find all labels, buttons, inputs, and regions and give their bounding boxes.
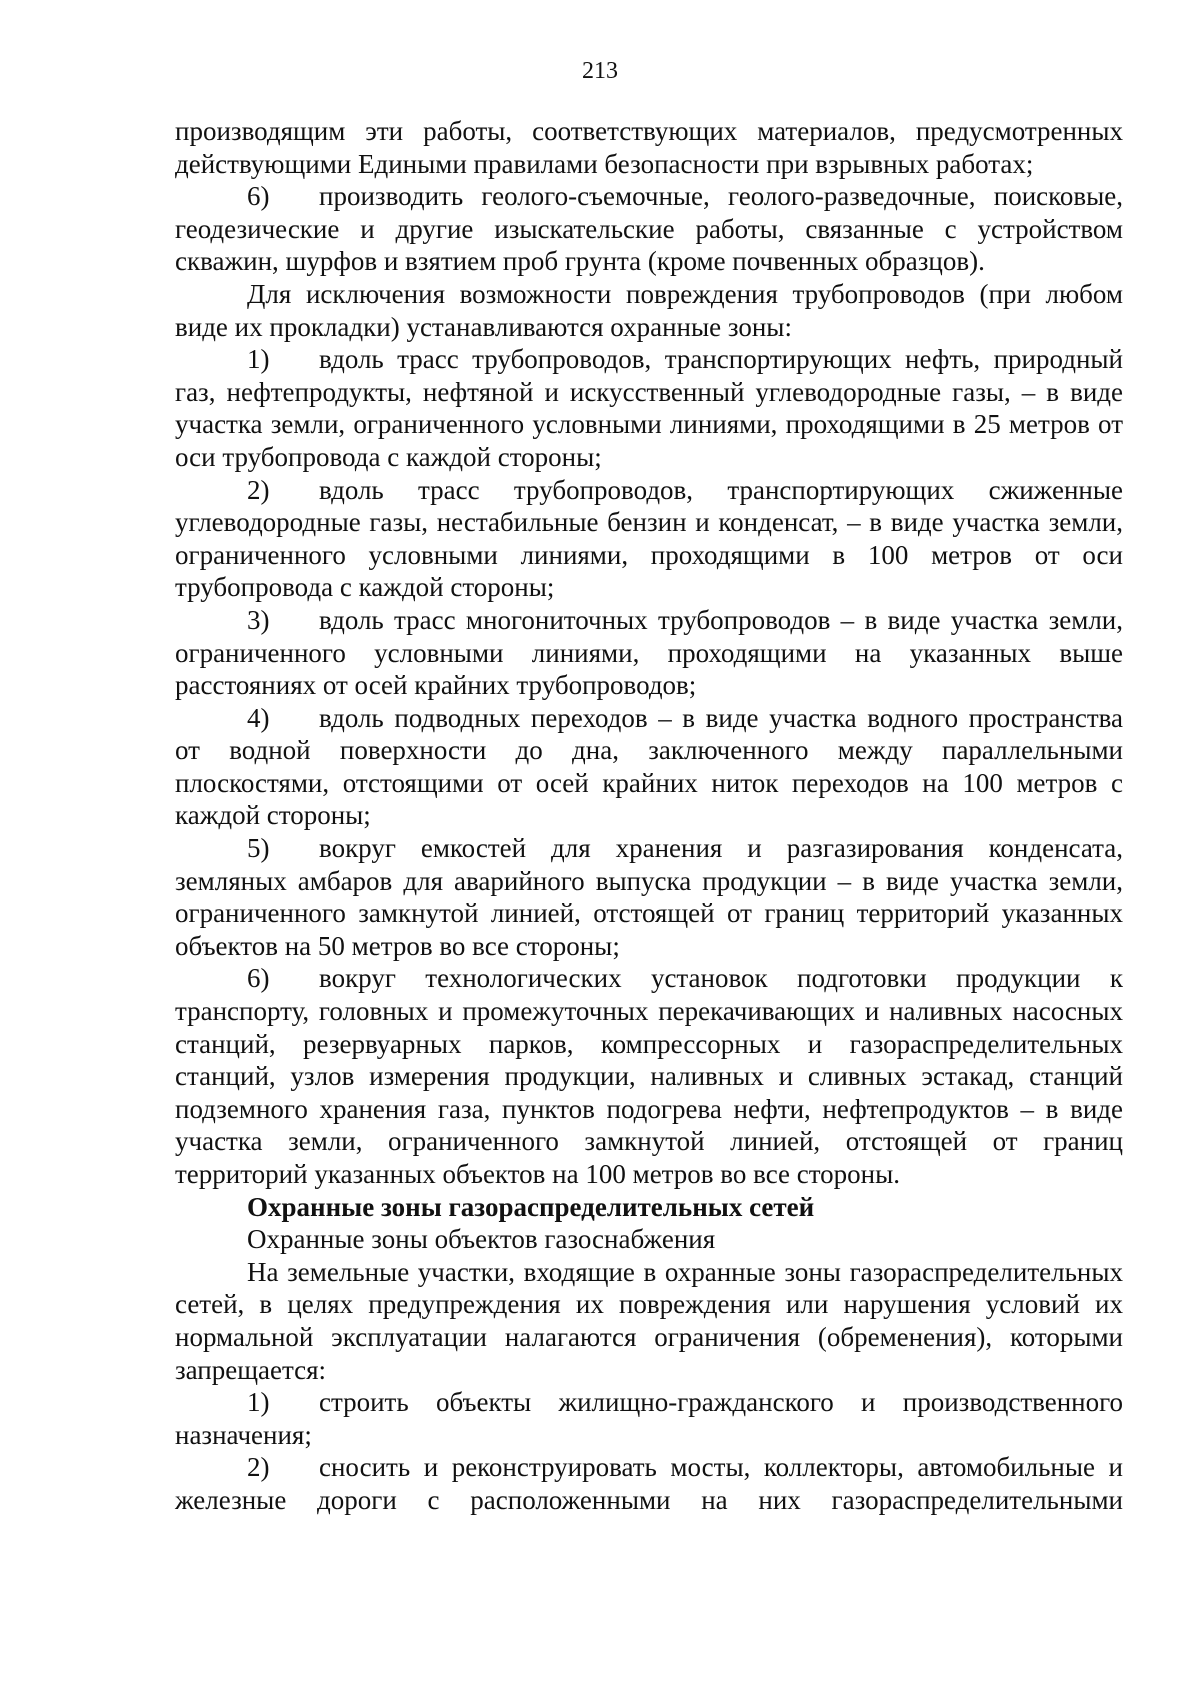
- list-item-number: 1): [247, 1387, 270, 1418]
- list-item-number: 6): [247, 963, 270, 994]
- list-item: [175, 962, 1123, 1190]
- list-item-text: вдоль трасс трубопроводов, транспортирующих нефть, природный газ, нефтепродукты, нефтяной и искусственный углеводородные газы, – в виде участка земли, ограниченного условными линиями, проходящими в 25 метров от оси трубопровода с каждой стороны;: [175, 344, 1123, 472]
- list-item: [175, 474, 1123, 604]
- subheading: Охранные зоны объектов газоснабжения: [247, 1224, 716, 1255]
- list-item-text: вокруг емкостей для хранения и разгазирования конденсата, земляных амбаров для аварийного выпуска продукции – в виде участка земли, ограниченного замкнутой линией, отстоящей от границ территорий указанных объектов на 50 метров во все стороны;: [175, 833, 1123, 961]
- list-item-text: вдоль трасс многониточных трубопроводов – в виде участка земли, ограниченного условными линиями, проходящими на указанных выше расстояниях от осей крайних трубопроводов;: [175, 604, 1123, 701]
- list-item-number: 4): [247, 702, 270, 733]
- paragraph-continuation: производящим эти работы, соответствующих материалов, предусмотренных действующими Едиными правилами безопасности при взрывных работах;: [175, 116, 1123, 179]
- list-item: [175, 604, 1123, 702]
- paragraph: Для исключения возможности повреждения трубопроводов (при любом виде их прокладки) устанавливаются охранные зоны:: [175, 278, 1123, 342]
- list-item-text: вдоль трасс трубопроводов, транспортирующих сжиженные углеводородные газы, нестабильные бензин и конденсат, – в виде участка земли, ограниченного условными линиями, проходящими в 100 метров от оси трубопровода с каждой стороны;: [175, 474, 1123, 603]
- list-item-number: 2): [247, 474, 270, 505]
- list-item-number: 5): [247, 833, 270, 864]
- list-item: [175, 180, 1123, 278]
- list-item: [175, 1386, 1123, 1451]
- list-item: [175, 1451, 1123, 1516]
- list-item-text: производить геолого-съемочные, геолого-разведочные, поисковые, геодезические и другие изыскательские работы, связанные с устройством скважин, шурфов и взятием проб грунта (кроме почвенных образцов).: [175, 181, 1123, 277]
- document-body: [175, 115, 1123, 1517]
- paragraph: На земельные участки, входящие в охранные зоны газораспределительных сетей, в целях предупреждения их повреждения или нарушения условий их нормальной эксплуатации налагаются ограничения (обременения), которыми запрещается:: [175, 1256, 1123, 1385]
- list-item: [175, 702, 1123, 832]
- section-heading: Охранные зоны газораспределительных сетей: [247, 1191, 815, 1222]
- list-item-number: 6): [247, 181, 270, 212]
- list-item-text: вдоль подводных переходов – в виде участка водного пространства от водной поверхности до дна, заключенного между параллельными плоскостями, отстоящими от осей крайних ниток переходов на 100 метров с каждой стороны;: [175, 702, 1123, 831]
- page-number: 213: [582, 58, 618, 84]
- list-item-number: 1): [247, 344, 270, 375]
- list-item: [175, 832, 1123, 962]
- list-item-text: вокруг технологических установок подготовки продукции к транспорту, головных и промежуточных перекачивающих и наливных насосных станций, резервуарных парков, компрессорных и газораспределительных станций, узлов измерения продукции, наливных и сливных эстакад, станций подземного хранения газа, пунктов подогрева нефти, нефтепродуктов – в виде участка земли, ограниченного замкнутой линией, отстоящей от границ территорий указанных объектов на 100 метров во все стороны.: [175, 963, 1123, 1189]
- list-item-number: 2): [247, 1452, 270, 1483]
- list-item: [175, 343, 1123, 473]
- list-item-number: 3): [247, 604, 270, 635]
- list-item-text: сносить и реконструировать мосты, коллекторы, автомобильные и железные дороги с расположенными на них газораспределительными: [175, 1452, 1123, 1515]
- list-item-text: строить объекты жилищно-гражданского и производственного назначения;: [175, 1387, 1123, 1450]
